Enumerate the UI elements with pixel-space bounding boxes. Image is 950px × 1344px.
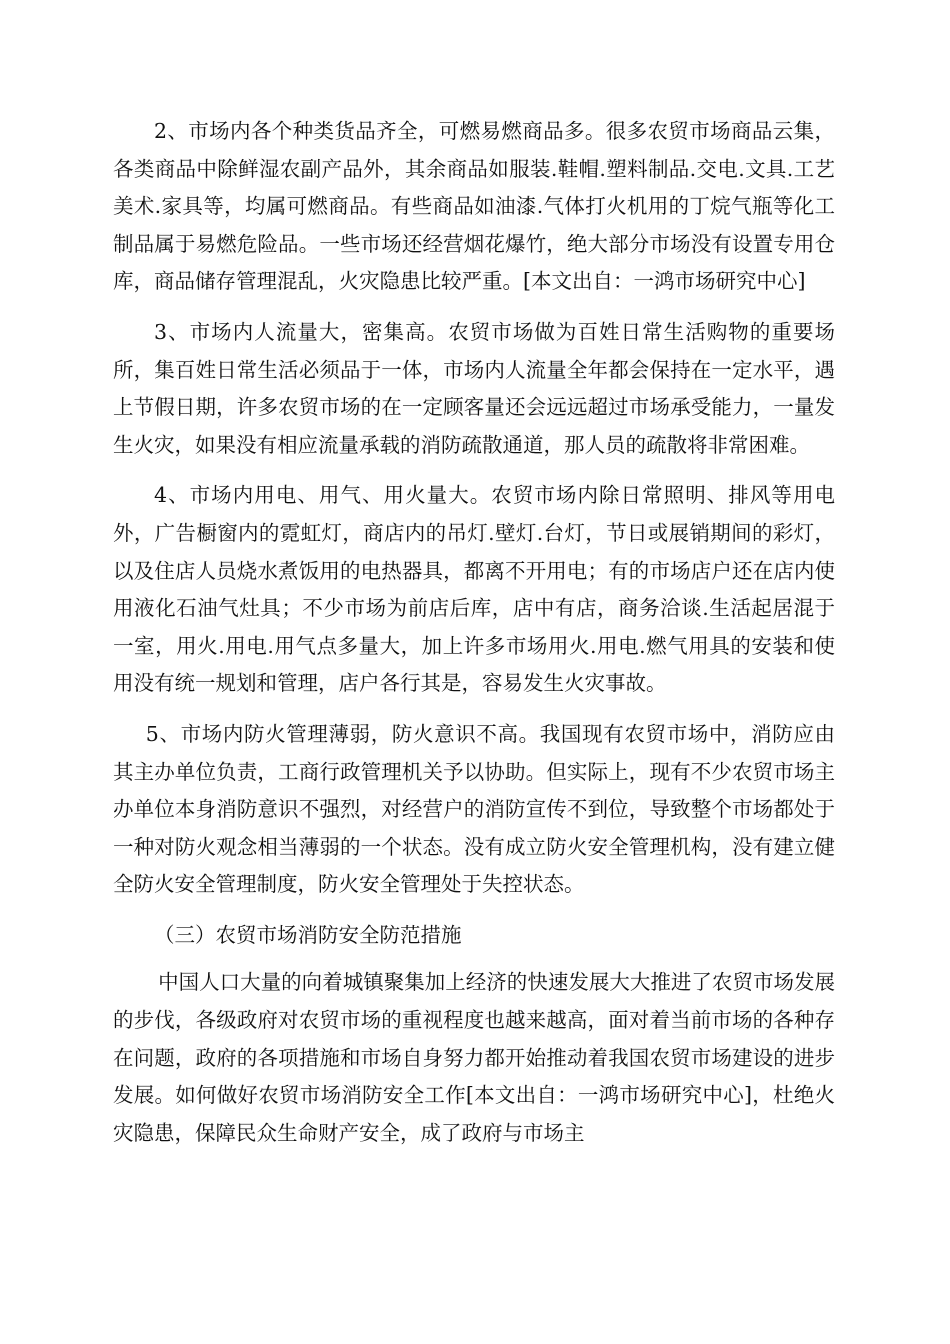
section-heading: （三）农贸市场消防安全防范措施	[154, 922, 462, 947]
paragraph-item-3: 3、市场内人流量大，密集高。农贸市场做为百姓日常生活购物的重要场所，集百姓日常生活必须品于一体，市场内人流量全年都会保持在一定水平，遇上节假日期，许多农贸市场的在一定顾客量还会远远超过市场承受能力，一量发生火灾，如果没有相应流量承载的消防疏散通道，那人员的疏散将非常困难。	[113, 319, 835, 457]
paragraph-item-5: 5、市场内防火管理薄弱，防火意识不高。我国现有农贸市场中，消防应由其主办单位负责，工商行政管理机关予以协助。但实际上，现有不少农贸市场主办单位本身消防意识不强烈，对经营户的消防宣传不到位，导致整个市场都处于一种对防火观念相当薄弱的一个状态。没有成立防火安全管理机构，没有建立健全防火安全管理制度，防火安全管理处于失控状态。	[113, 721, 835, 897]
paragraph-item-4: 4、市场内用电、用气、用火量大。农贸市场内除日常照明、排风等用电外，广告橱窗内的霓虹灯，商店内的吊灯.壁灯.台灯，节日或展销期间的彩灯，以及住店人员烧水煮饭用的电热器具，都离不开用电；有的市场店户还在店内使用液化石油气灶具；不少市场为前店后库，店中有店，商务洽谈.生活起居混于一室，用火.用电.用气点多量大，加上许多市场用火.用电.燃气用具的安装和使用没有统一规划和管理，店户各行其是，容易发生火灾事故。	[113, 483, 835, 696]
document-body	[113, 113, 835, 1152]
paragraph-measures-intro: 中国人口大量的向着城镇聚集加上经济的快速发展大大推进了农贸市场发展的步伐，各级政府对农贸市场的重视程度也越来越高，面对着当前市场的各种存在问题，政府的各项措施和市场自身努力都开始推动着我国农贸市场建设的进步发展。如何做好农贸市场消防安全工作[本文出自：一鸿市场研究中心]，杜绝火灾隐患，保障民众生命财产安全，成了政府与市场主	[113, 970, 835, 1145]
paragraph-item-2: 2、市场内各个种类货品齐全，可燃易燃商品多。很多农贸市场商品云集，各类商品中除鲜湿农副产品外，其余商品如服装.鞋帽.塑料制品.交电.文具.工艺美术.家具等，均属可燃商品。有些商品如油漆.气体打火机用的丁烷气瓶等化工制品属于易燃危险品。一些市场还经营烟花爆竹，绝大部分市场没有设置专用仓库，商品储存管理混乱，火灾隐患比较严重。[本文出自：一鸿市场研究中心]	[113, 119, 835, 294]
